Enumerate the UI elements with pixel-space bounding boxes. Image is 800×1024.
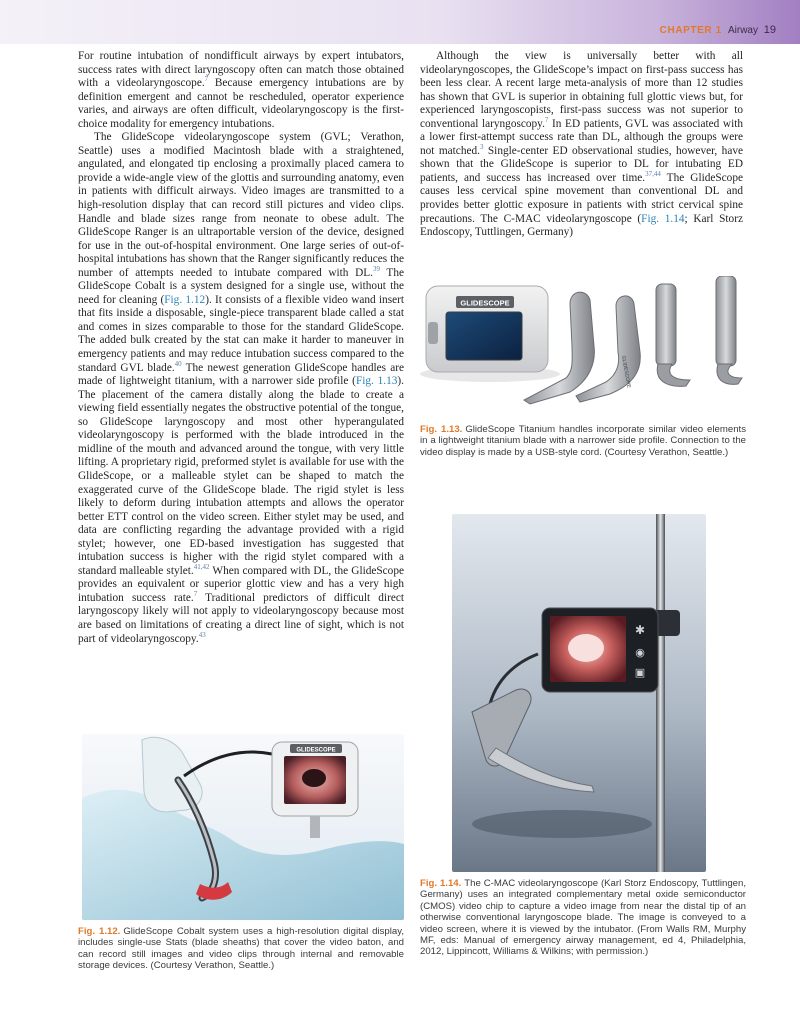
monitor-brand-text: GLIDESCOPE [460,298,510,308]
running-header [660,25,758,36]
reference-superscript[interactable]: 43 [198,630,206,639]
figure-1-14-caption [420,878,746,958]
page-header-band [0,0,800,44]
paragraph: The GlideScope videolaryngoscope system (GVL; Verathon, Seattle) uses a modified Macintosh blade with a straightened, angulated, and elongated tip enclosing a proximally placed camera to provide a wide-angle view of the glottis and surrounding anatomy, even in patients with difficult airways. Video images are transmitted to a high-resolution display that can record still pictures and video clips. Handle and blade sizes range from neonate to obese adult. The GlideScope Ranger is an ultraportable version of the device, designed for use in the out-of-hospital environment. One large series of out-of-hospital intubations has shown that the Ranger significantly reduces the number of attempts needed to intubate compared with DL.$^{39}$ The GlideScope Cobalt is a system designed for a single use, without the need for cleaning (Fig. 1.12). It consists of a flexible video wand insert that fits inside a disposable, single-piece transparent blade called a stat and comes in sizes comparable to those for the standard GlideScope. The added bulk created by the stat can make it harder to maneuver in emergency patients and may reduce intubation success compared to the standard GVL blade.$^{40}$ The newest generation GlideScope handles are made of lightweight titanium, with a narrower side profile (Fig. 1.13). The placement of the camera distally along the blade to create a viewing field essentially negates the obstructive potential of the tongue, so GlideScope laryngoscopy and most other hyperangulated videolaryngoscopy is performed with the blade introduced in the midline of the mouth and advanced around the tongue, with very little lifting. A proprietary rigid, preformed stylet is available for use with the GlideScope, or a malleable stylet can be shaped to match the exaggerated curve of the GlideScope blade. The rigid stylet is less likely to deform during intubation attempts and allows the operator better ETT control on the video screen. Either stylet may be used, and data are conflicting regarding the advantage provided with a rigid stylet; however, one ED-based investigation has suggested that intubation success is higher with the rigid stylet compared with a standard malleable stylet.$^{41,42}$ When compared with DL, the GlideScope provides an equivalent or superior glottic view and has a very high intubation success rate.$^7$ Traditional predictors of difficult direct laryngoscopy likely will not apply to videolaryngoscopy because most are based on limitations of creating a direct line of sight, which is not part of videolaryngoscopy.$^{43}$ [78,131,405,645]
glidescope-cobalt-illustration [82,734,404,920]
monitor-brand-text: GLIDESCOPE [296,747,336,754]
svg-text:◉: ◉ [635,647,645,659]
chapter-title: Airway [727,25,758,36]
figure-link[interactable]: Fig. 1.13 [355,375,398,388]
figure-1-13-caption [420,424,746,458]
caption-text: GlideScope Titanium handles incorporate similar video elements in a lightweight titanium blade with a narrower side profile. Connection to the video display is made by a USB-style cord. (Courtesy Verathon, Seattle.) [420,424,746,458]
svg-text:▣: ▣ [634,667,646,679]
figure-link[interactable]: Fig. 1.14 [641,212,685,225]
caption-text: The C-MAC videolaryngoscope (Karl Storz Endoscopy, Tuttlingen, Germany) uses an integrated complementary metal oxide semiconductor (CMOS) video chip to capture a video image from near the distal tip of an otherwise conventional laryngoscope blade. The image is conveyed to a video screen, where it is viewed by the intubator. (From Walls RM, Murphy MF, eds: Manual of emergency airway management, ed 4, Philadelphia, 2012, Lippincott, Williams & Wilkins; with permission.) [420,878,746,958]
figure-1-12-image [82,734,404,920]
figure-label: Fig. 1.12. [78,926,121,937]
reference-superscript[interactable]: 41,42 [193,563,210,572]
reference-superscript[interactable]: 39 [372,264,380,273]
figure-link[interactable]: Fig. 1.12 [164,293,206,306]
reference-superscript[interactable]: 7 [204,75,209,84]
chapter-label: CHAPTER 1 [659,25,722,36]
right-text-column [420,50,743,240]
paragraph: For routine intubation of nondifficult airways by expert intubators, success rates with direct laryngoscopy often can match those obtained with a videolaryngoscope.$^7$ Because emergency intubations are by definition emergent and cannot be rescheduled, operator experience varies, and airways are often difficult, videolaryngoscopy is the first-choice modality for emergency intubations. [78,50,404,130]
left-text-column [78,50,404,646]
figure-1-12-caption [78,926,404,972]
cmac-illustration [452,514,706,872]
reference-superscript[interactable]: 7 [544,115,549,124]
reference-superscript[interactable]: 7 [193,590,198,599]
svg-text:✱: ✱ [634,623,646,637]
reference-superscript[interactable]: 40 [174,359,182,368]
figure-label: Fig. 1.14. [420,878,462,889]
paragraph: Although the view is universally better with all videolaryngoscopes, the GlideScope’s impact on first-pass success has been less clear. A recent large meta-analysis of more than 12 studies has shown that GVL is superior in obtaining full glottic views but, for experienced laryngoscopists, first-pass success was not superior to conventional laryngoscopy.$^7$ In ED patients, GVL was associated with a lower first-attempt success rate than DL, although the groups were not matched.$^3$ Single-center ED observational studies, however, have shown that the GlideScope is superior to DL for intubating ED patients, and success has increased over time.$^{37,44}$ The GlideScope causes less cervical spine movement than conventional DL and provides better glottic exposure in patients with strict cervical spine precautions. The C-MAC videolaryngoscope (Fig. 1.14; Karl Storz Endoscopy, Tuttlingen, Germany) [420,50,743,239]
reference-superscript[interactable]: 37,44 [645,170,661,179]
figure-label: Fig. 1.13. [420,424,463,435]
glidescope-titanium-illustration [420,276,746,420]
svg-text:GLIDESCOPE: GLIDESCOPE [620,355,632,389]
figure-1-13-image [420,276,746,420]
caption-text: GlideScope Cobalt system uses a high-resolution digital display, includes single-use Stats (blade sheaths) that cover the video baton, and can record still images and video clips through internal and removable storage devices. (Courtesy Verathon, Seattle.) [78,926,404,972]
reference-superscript[interactable]: 3 [479,143,484,152]
page-number: 19 [763,24,776,36]
figure-1-14-image [452,514,706,872]
